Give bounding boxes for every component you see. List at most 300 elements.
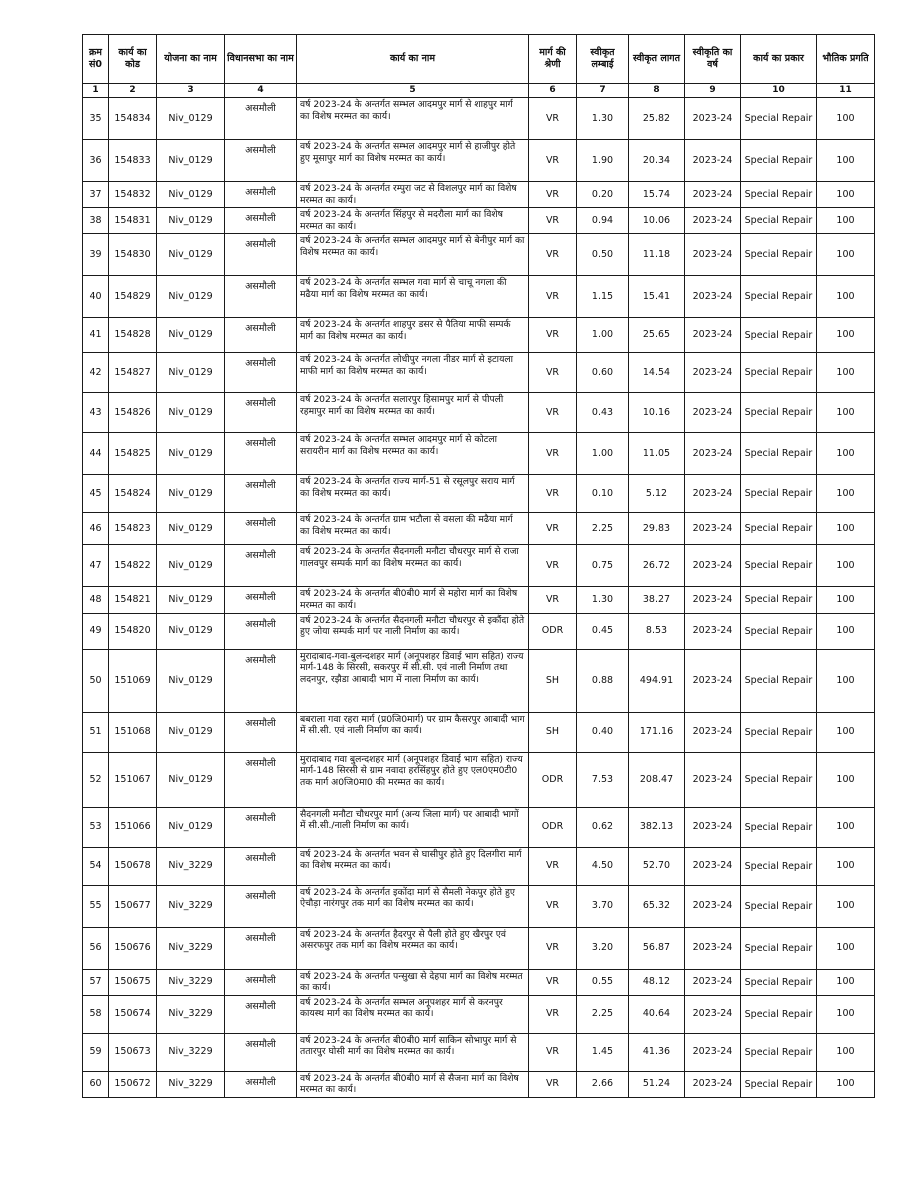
cell-scheme: Niv_3229 (157, 885, 225, 927)
table-row (83, 513, 875, 545)
cell-road-category: VR (529, 587, 577, 613)
cell-cost: 25.65 (629, 318, 685, 353)
table-row (83, 885, 875, 927)
cell-code: 154826 (109, 393, 157, 433)
cell-scheme: Niv_3229 (157, 1033, 225, 1071)
cell-progress: 100 (817, 353, 875, 393)
cell-sn: 59 (83, 1033, 109, 1071)
cell-cost: 10.16 (629, 393, 685, 433)
cell-code: 151069 (109, 649, 157, 712)
cell-work-type: Special Repair (741, 545, 817, 587)
table-row (83, 140, 875, 182)
table-row (83, 969, 875, 995)
cell-sn: 58 (83, 995, 109, 1033)
cell-year: 2023-24 (685, 885, 741, 927)
header-year: स्वीकृति का वर्ष (685, 35, 741, 84)
cell-year: 2023-24 (685, 318, 741, 353)
col-number: 4 (225, 84, 297, 98)
cell-assembly: असमौली (225, 234, 297, 276)
cell-progress: 100 (817, 807, 875, 847)
cell-sn: 56 (83, 927, 109, 969)
cell-work-name: वर्ष 2023-24 के अन्तर्गत सिंहपुर से मदरौला मार्ग का विशेष मरम्मत का कार्य। (297, 208, 529, 234)
cell-road-category: ODR (529, 752, 577, 807)
cell-length: 0.75 (577, 545, 629, 587)
cell-work-name: वर्ष 2023-24 के अन्तर्गत सैदनगली मनौटा चौधरपुर मार्ग से राजा गालवपुर सम्पर्क मार्ग का विशेष मरम्मत का कार्य। (297, 545, 529, 587)
cell-scheme: Niv_0129 (157, 393, 225, 433)
works-table (82, 34, 875, 1098)
cell-length: 3.20 (577, 927, 629, 969)
cell-road-category: VR (529, 276, 577, 318)
cell-work-name: वर्ष 2023-24 के अन्तर्गत भवन से घासीपुर होते हुए दिलगीरा मार्ग का विशेष मरम्मत का कार्य। (297, 847, 529, 885)
cell-scheme: Niv_0129 (157, 182, 225, 208)
cell-year: 2023-24 (685, 353, 741, 393)
header-length: स्वीकृत लम्बाई (577, 35, 629, 84)
cell-sn: 40 (83, 276, 109, 318)
cell-assembly: असमौली (225, 433, 297, 475)
cell-work-name: वर्ष 2023-24 के अन्तर्गत सम्भल आदमपुर मार्ग से हाजीपुर होते हुए मूसापुर मार्ग का विशेष मरम्मत का कार्य। (297, 140, 529, 182)
table-row (83, 1033, 875, 1071)
col-number: 1 (83, 84, 109, 98)
cell-scheme: Niv_3229 (157, 1071, 225, 1097)
cell-year: 2023-24 (685, 276, 741, 318)
header-row (83, 35, 875, 84)
table-row (83, 433, 875, 475)
cell-work-type: Special Repair (741, 208, 817, 234)
table-row (83, 712, 875, 752)
cell-scheme: Niv_0129 (157, 475, 225, 513)
cell-work-type: Special Repair (741, 140, 817, 182)
cell-scheme: Niv_0129 (157, 276, 225, 318)
cell-sn: 47 (83, 545, 109, 587)
table-row (83, 182, 875, 208)
cell-scheme: Niv_0129 (157, 353, 225, 393)
cell-progress: 100 (817, 847, 875, 885)
cell-road-category: VR (529, 182, 577, 208)
cell-work-name: वर्ष 2023-24 के अन्तर्गत सम्भल आदमपुर मार्ग से कोटला सरायरीन मार्ग का विशेष मरम्मत का कार्य। (297, 433, 529, 475)
cell-code: 150678 (109, 847, 157, 885)
cell-code: 154832 (109, 182, 157, 208)
cell-sn: 41 (83, 318, 109, 353)
cell-code: 154831 (109, 208, 157, 234)
col-number: 9 (685, 84, 741, 98)
cell-assembly: असमौली (225, 587, 297, 613)
cell-length: 0.55 (577, 969, 629, 995)
cell-road-category: VR (529, 1071, 577, 1097)
cell-sn: 60 (83, 1071, 109, 1097)
cell-work-name: वर्ष 2023-24 के अन्तर्गत सलारपुर हिसामपुर मार्ग से पीपली रहमापुर मार्ग का विशेष मरम्मत का कार्य। (297, 393, 529, 433)
cell-progress: 100 (817, 969, 875, 995)
cell-road-category: VR (529, 208, 577, 234)
header-work-name: कार्य का नाम (297, 35, 529, 84)
cell-cost: 52.70 (629, 847, 685, 885)
cell-code: 150673 (109, 1033, 157, 1071)
header-cost: स्वीकृत लागत (629, 35, 685, 84)
cell-year: 2023-24 (685, 475, 741, 513)
cell-road-category: VR (529, 433, 577, 475)
col-number: 10 (741, 84, 817, 98)
cell-progress: 100 (817, 475, 875, 513)
cell-assembly: असमौली (225, 182, 297, 208)
cell-work-type: Special Repair (741, 1033, 817, 1071)
col-number: 5 (297, 84, 529, 98)
cell-work-type: Special Repair (741, 1071, 817, 1097)
cell-work-name: वर्ष 2023-24 के अन्तर्गत सम्भल अनूपशहर मार्ग से करनपुर कायस्थ मार्ग का विशेष मरम्मत का कार्य। (297, 995, 529, 1033)
cell-progress: 100 (817, 587, 875, 613)
cell-sn: 50 (83, 649, 109, 712)
cell-year: 2023-24 (685, 807, 741, 847)
cell-length: 2.25 (577, 995, 629, 1033)
cell-year: 2023-24 (685, 1033, 741, 1071)
cell-sn: 38 (83, 208, 109, 234)
table-row (83, 276, 875, 318)
cell-assembly: असमौली (225, 613, 297, 649)
cell-cost: 29.83 (629, 513, 685, 545)
cell-cost: 48.12 (629, 969, 685, 995)
cell-cost: 56.87 (629, 927, 685, 969)
table-row (83, 98, 875, 140)
cell-progress: 100 (817, 1071, 875, 1097)
cell-year: 2023-24 (685, 140, 741, 182)
cell-length: 0.50 (577, 234, 629, 276)
cell-assembly: असमौली (225, 995, 297, 1033)
table-row (83, 353, 875, 393)
cell-work-type: Special Repair (741, 475, 817, 513)
cell-code: 154828 (109, 318, 157, 353)
cell-code: 150675 (109, 969, 157, 995)
cell-assembly: असमौली (225, 1033, 297, 1071)
cell-length: 1.90 (577, 140, 629, 182)
column-number-row (83, 84, 875, 98)
cell-work-type: Special Repair (741, 353, 817, 393)
cell-assembly: असमौली (225, 475, 297, 513)
cell-scheme: Niv_0129 (157, 98, 225, 140)
cell-work-name: वर्ष 2023-24 के अन्तर्गत बी0बी0 मार्ग से महोरा मार्ग का विशेष मरम्मत का कार्य। (297, 587, 529, 613)
cell-year: 2023-24 (685, 545, 741, 587)
cell-assembly: असमौली (225, 752, 297, 807)
table-row (83, 995, 875, 1033)
cell-work-type: Special Repair (741, 234, 817, 276)
cell-sn: 54 (83, 847, 109, 885)
cell-work-name: वर्ष 2023-24 के अन्तर्गत हैदरपुर से पैली होते हुए खैरपुर एवं असरफपुर तक मार्ग का विशेष मरम्मत का कार्य। (297, 927, 529, 969)
table-row (83, 807, 875, 847)
table-row (83, 318, 875, 353)
cell-assembly: असमौली (225, 545, 297, 587)
cell-work-name: वर्ष 2023-24 के अन्तर्गत इकोंदा मार्ग से सैमली नेकपुर होते हुए ऐचौड़ा नारंगपुर तक मार्ग का विशेष मरम्मत का कार्य। (297, 885, 529, 927)
cell-cost: 11.18 (629, 234, 685, 276)
cell-cost: 15.74 (629, 182, 685, 208)
cell-length: 0.40 (577, 712, 629, 752)
cell-year: 2023-24 (685, 587, 741, 613)
header-progress: भौतिक प्रगति (817, 35, 875, 84)
cell-length: 3.70 (577, 885, 629, 927)
header-road-category: मार्ग की श्रेणी (529, 35, 577, 84)
cell-sn: 48 (83, 587, 109, 613)
cell-scheme: Niv_3229 (157, 847, 225, 885)
cell-road-category: ODR (529, 807, 577, 847)
cell-cost: 26.72 (629, 545, 685, 587)
cell-scheme: Niv_0129 (157, 613, 225, 649)
cell-year: 2023-24 (685, 752, 741, 807)
col-number: 3 (157, 84, 225, 98)
cell-sn: 44 (83, 433, 109, 475)
cell-progress: 100 (817, 995, 875, 1033)
cell-assembly: असमौली (225, 712, 297, 752)
col-number: 2 (109, 84, 157, 98)
cell-code: 154821 (109, 587, 157, 613)
cell-progress: 100 (817, 276, 875, 318)
cell-code: 150677 (109, 885, 157, 927)
table-row (83, 847, 875, 885)
cell-progress: 100 (817, 545, 875, 587)
cell-assembly: असमौली (225, 353, 297, 393)
cell-cost: 41.36 (629, 1033, 685, 1071)
cell-length: 0.45 (577, 613, 629, 649)
cell-sn: 39 (83, 234, 109, 276)
cell-length: 0.94 (577, 208, 629, 234)
cell-code: 150672 (109, 1071, 157, 1097)
cell-road-category: VR (529, 234, 577, 276)
cell-cost: 51.24 (629, 1071, 685, 1097)
cell-road-category: VR (529, 545, 577, 587)
cell-year: 2023-24 (685, 613, 741, 649)
cell-progress: 100 (817, 649, 875, 712)
cell-progress: 100 (817, 613, 875, 649)
cell-work-type: Special Repair (741, 613, 817, 649)
table-row (83, 649, 875, 712)
cell-code: 151066 (109, 807, 157, 847)
cell-road-category: VR (529, 140, 577, 182)
cell-work-type: Special Repair (741, 847, 817, 885)
header-code: कार्य का कोड (109, 35, 157, 84)
cell-work-type: Special Repair (741, 995, 817, 1033)
cell-year: 2023-24 (685, 995, 741, 1033)
cell-length: 1.00 (577, 318, 629, 353)
cell-sn: 37 (83, 182, 109, 208)
cell-scheme: Niv_0129 (157, 140, 225, 182)
cell-road-category: VR (529, 475, 577, 513)
cell-assembly: असमौली (225, 276, 297, 318)
cell-cost: 208.47 (629, 752, 685, 807)
cell-length: 1.15 (577, 276, 629, 318)
cell-scheme: Niv_3229 (157, 995, 225, 1033)
cell-year: 2023-24 (685, 98, 741, 140)
cell-code: 151068 (109, 712, 157, 752)
cell-road-category: VR (529, 885, 577, 927)
cell-scheme: Niv_0129 (157, 649, 225, 712)
cell-work-name: वर्ष 2023-24 के अन्तर्गत रम्पुरा जट से विशलपुर मार्ग का विशेष मरम्मत का कार्य। (297, 182, 529, 208)
cell-work-type: Special Repair (741, 927, 817, 969)
cell-code: 154834 (109, 98, 157, 140)
cell-work-name: बबराला गवा रहरा मार्ग (प्र0जि0मार्ग) पर ग्राम कैसरपुर आबादी भाग में सी.सी. एवं नाली निर्माण का कार्य। (297, 712, 529, 752)
works-table-sheet (82, 34, 874, 1098)
cell-code: 154830 (109, 234, 157, 276)
cell-progress: 100 (817, 712, 875, 752)
col-number: 7 (577, 84, 629, 98)
cell-year: 2023-24 (685, 182, 741, 208)
cell-length: 0.88 (577, 649, 629, 712)
cell-cost: 38.27 (629, 587, 685, 613)
cell-work-type: Special Repair (741, 513, 817, 545)
cell-sn: 42 (83, 353, 109, 393)
cell-cost: 20.34 (629, 140, 685, 182)
cell-scheme: Niv_0129 (157, 587, 225, 613)
cell-cost: 171.16 (629, 712, 685, 752)
cell-progress: 100 (817, 752, 875, 807)
header-assembly: विधानसभा का नाम (225, 35, 297, 84)
cell-length: 1.30 (577, 98, 629, 140)
cell-assembly: असमौली (225, 98, 297, 140)
cell-work-type: Special Repair (741, 969, 817, 995)
cell-work-type: Special Repair (741, 885, 817, 927)
cell-work-name: सैदनगली मनौटा चौधरपुर मार्ग (अन्य जिला मार्ग) पर आबादी भागों में सी.सी./नाली निर्माण का कार्य। (297, 807, 529, 847)
cell-year: 2023-24 (685, 393, 741, 433)
cell-scheme: Niv_0129 (157, 712, 225, 752)
cell-scheme: Niv_0129 (157, 234, 225, 276)
col-number: 8 (629, 84, 685, 98)
cell-length: 4.50 (577, 847, 629, 885)
cell-assembly: असमौली (225, 969, 297, 995)
cell-cost: 15.41 (629, 276, 685, 318)
table-row (83, 393, 875, 433)
cell-sn: 55 (83, 885, 109, 927)
cell-code: 154824 (109, 475, 157, 513)
cell-sn: 45 (83, 475, 109, 513)
cell-road-category: VR (529, 927, 577, 969)
cell-assembly: असमौली (225, 847, 297, 885)
cell-length: 1.45 (577, 1033, 629, 1071)
cell-length: 1.00 (577, 433, 629, 475)
cell-year: 2023-24 (685, 712, 741, 752)
cell-scheme: Niv_0129 (157, 318, 225, 353)
cell-work-name: वर्ष 2023-24 के अन्तर्गत राज्य मार्ग-51 से रसूलपुर सराय मार्ग का विशेष मरम्मत का कार्य। (297, 475, 529, 513)
cell-work-type: Special Repair (741, 649, 817, 712)
cell-work-type: Special Repair (741, 752, 817, 807)
cell-year: 2023-24 (685, 208, 741, 234)
cell-progress: 100 (817, 182, 875, 208)
table-row (83, 475, 875, 513)
cell-assembly: असमौली (225, 513, 297, 545)
cell-code: 154829 (109, 276, 157, 318)
cell-length: 7.53 (577, 752, 629, 807)
cell-work-name: वर्ष 2023-24 के अन्तर्गत सम्भल गवा मार्ग से चाचू नगला की मढैया मार्ग का विशेष मरम्मत का कार्य। (297, 276, 529, 318)
cell-length: 0.60 (577, 353, 629, 393)
table-row (83, 752, 875, 807)
cell-road-category: SH (529, 649, 577, 712)
cell-sn: 35 (83, 98, 109, 140)
cell-cost: 40.64 (629, 995, 685, 1033)
cell-cost: 8.53 (629, 613, 685, 649)
cell-work-name: वर्ष 2023-24 के अन्तर्गत सम्भल आदमपुर मार्ग से बेनीपुर मार्ग का विशेष मरम्मत का कार्य। (297, 234, 529, 276)
cell-length: 0.43 (577, 393, 629, 433)
header-scheme: योजना का नाम (157, 35, 225, 84)
cell-cost: 5.12 (629, 475, 685, 513)
cell-road-category: VR (529, 969, 577, 995)
cell-scheme: Niv_0129 (157, 545, 225, 587)
cell-scheme: Niv_0129 (157, 752, 225, 807)
cell-length: 1.30 (577, 587, 629, 613)
cell-progress: 100 (817, 318, 875, 353)
cell-road-category: VR (529, 995, 577, 1033)
cell-work-type: Special Repair (741, 276, 817, 318)
table-row (83, 545, 875, 587)
cell-length: 0.62 (577, 807, 629, 847)
cell-work-name: वर्ष 2023-24 के अन्तर्गत सम्भल आदमपुर मार्ग से शाहपुर मार्ग का विशेष मरम्मत का कार्य। (297, 98, 529, 140)
cell-sn: 46 (83, 513, 109, 545)
cell-road-category: VR (529, 513, 577, 545)
cell-cost: 11.05 (629, 433, 685, 475)
cell-road-category: VR (529, 847, 577, 885)
cell-sn: 57 (83, 969, 109, 995)
cell-assembly: असमौली (225, 885, 297, 927)
cell-sn: 52 (83, 752, 109, 807)
cell-scheme: Niv_0129 (157, 208, 225, 234)
cell-work-name: वर्ष 2023-24 के अन्तर्गत शाहपुर डसर से पैतिया माफी सम्पर्क मार्ग का विशेष मरम्मत का कार्य। (297, 318, 529, 353)
col-number: 6 (529, 84, 577, 98)
cell-progress: 100 (817, 433, 875, 475)
table-row (83, 927, 875, 969)
header-work-type: कार्य का प्रकार (741, 35, 817, 84)
cell-work-type: Special Repair (741, 433, 817, 475)
cell-scheme: Niv_0129 (157, 807, 225, 847)
cell-work-name: वर्ष 2023-24 के अन्तर्गत बी0बी0 मार्ग साकिन सोभापुर मार्ग से ततारपुर घोसी मार्ग का विशेष मरम्मत का कार्य। (297, 1033, 529, 1071)
cell-work-type: Special Repair (741, 318, 817, 353)
cell-progress: 100 (817, 927, 875, 969)
cell-progress: 100 (817, 140, 875, 182)
table-row (83, 234, 875, 276)
cell-road-category: VR (529, 393, 577, 433)
cell-sn: 51 (83, 712, 109, 752)
cell-code: 154825 (109, 433, 157, 475)
cell-scheme: Niv_0129 (157, 433, 225, 475)
cell-road-category: VR (529, 1033, 577, 1071)
cell-year: 2023-24 (685, 847, 741, 885)
cell-progress: 100 (817, 98, 875, 140)
cell-progress: 100 (817, 1033, 875, 1071)
header-sn: क्रम सं0 (83, 35, 109, 84)
cell-code: 154833 (109, 140, 157, 182)
cell-work-type: Special Repair (741, 182, 817, 208)
cell-sn: 49 (83, 613, 109, 649)
cell-road-category: VR (529, 353, 577, 393)
table-row (83, 208, 875, 234)
cell-code: 150674 (109, 995, 157, 1033)
cell-work-type: Special Repair (741, 587, 817, 613)
cell-year: 2023-24 (685, 513, 741, 545)
cell-assembly: असमौली (225, 927, 297, 969)
cell-year: 2023-24 (685, 433, 741, 475)
cell-work-name: वर्ष 2023-24 के अन्तर्गत पन्सुखा से देहपा मार्ग का विशेष मरम्मत का कार्य। (297, 969, 529, 995)
cell-progress: 100 (817, 234, 875, 276)
cell-cost: 382.13 (629, 807, 685, 847)
cell-code: 150676 (109, 927, 157, 969)
cell-work-type: Special Repair (741, 807, 817, 847)
cell-year: 2023-24 (685, 1071, 741, 1097)
cell-cost: 494.91 (629, 649, 685, 712)
cell-assembly: असमौली (225, 1071, 297, 1097)
cell-assembly: असमौली (225, 208, 297, 234)
table-row (83, 1071, 875, 1097)
cell-length: 0.20 (577, 182, 629, 208)
col-number: 11 (817, 84, 875, 98)
cell-work-name: मुरादाबाद गवा बुलन्दशहर मार्ग (अनूपशहर डिवाई भाग सहित) राज्य मार्ग-148 सिरसी से ग्राम नवादा हरसिंहपुर होते हुए एल0एम0टी0 तक मार्ग अ0जि0मा0 की मरम्मत का कार्य। (297, 752, 529, 807)
cell-code: 154820 (109, 613, 157, 649)
cell-work-name: वर्ष 2023-24 के अन्तर्गत बी0बी0 मार्ग से सैजना मार्ग का विशेष मरम्मत का कार्य। (297, 1071, 529, 1097)
table-row (83, 587, 875, 613)
cell-work-type: Special Repair (741, 712, 817, 752)
cell-code: 154827 (109, 353, 157, 393)
cell-sn: 43 (83, 393, 109, 433)
cell-code: 151067 (109, 752, 157, 807)
